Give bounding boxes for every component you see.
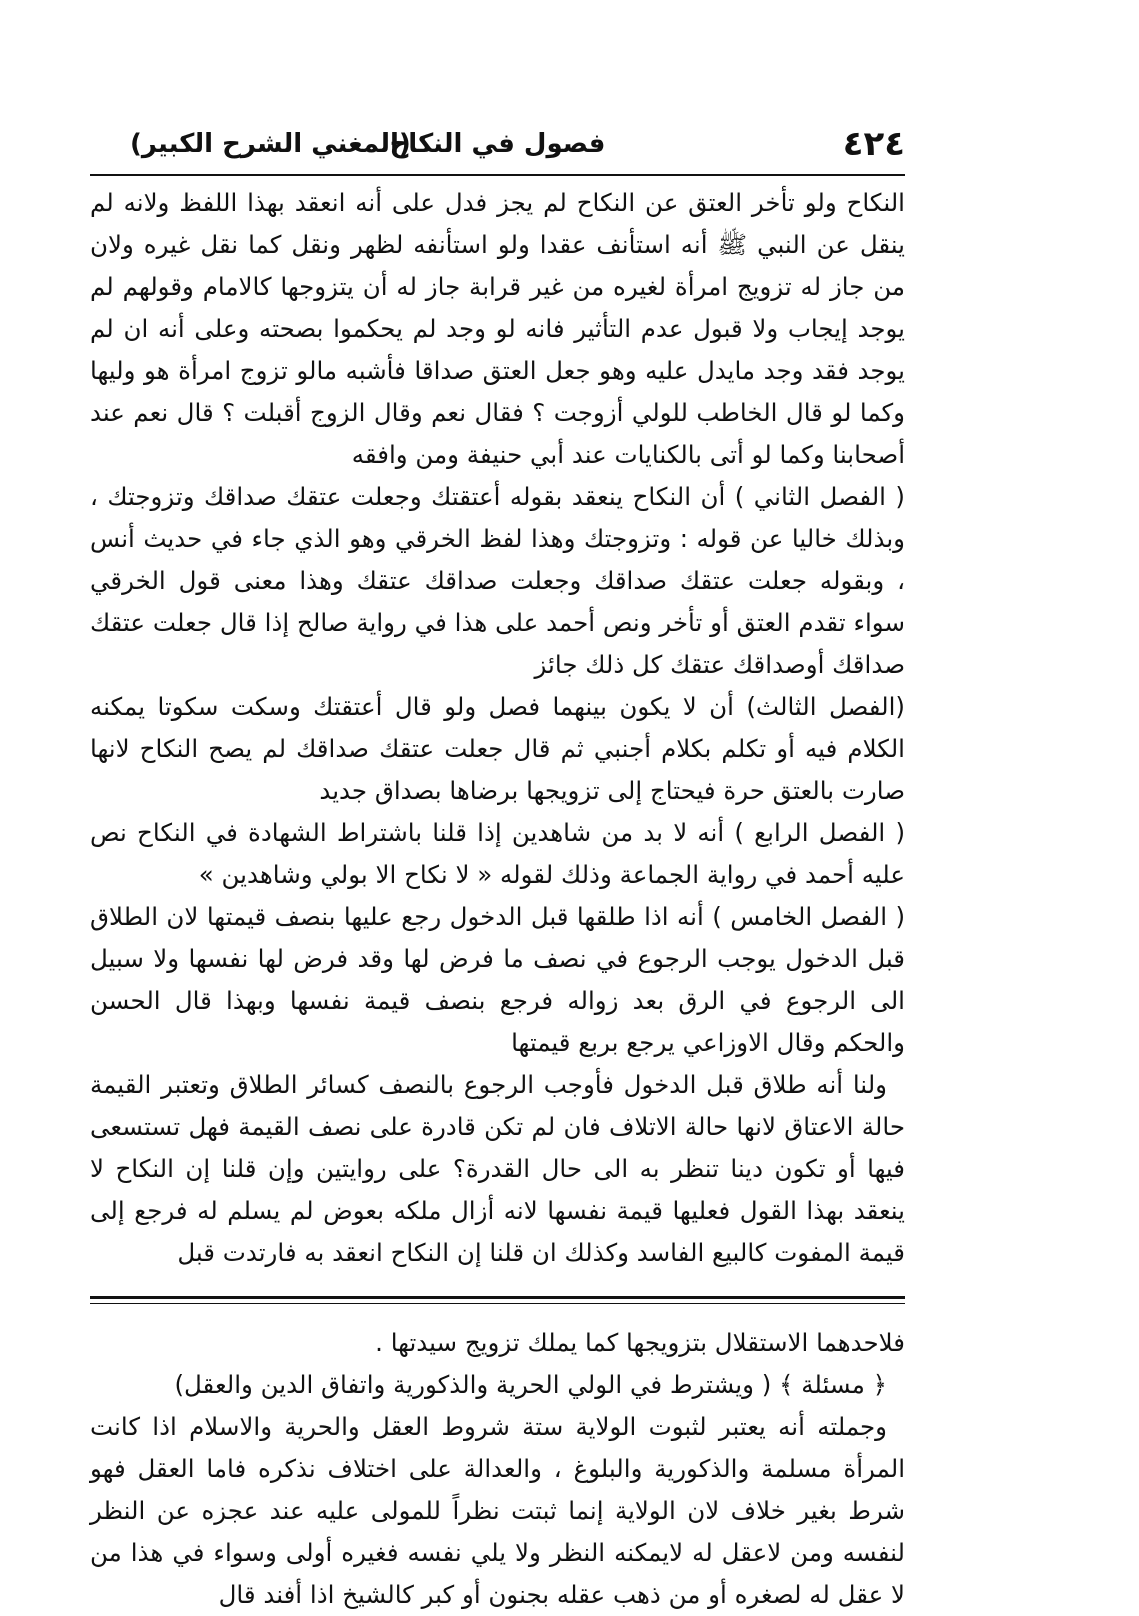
main-paragraph: ولنا أنه طلاق قبل الدخول فأوجب الرجوع بالنصف كسائر الطلاق وتعتبر القيمة حالة الاعتاق لانها حالة الاتلاف فان لم تكن قادرة على نصف القيمة فهل تستسعى فيها أو تكون دينا تنظر به الى حال القدرة؟ على روايتين وإن قلنا إن النكاح لا ينعقد بهذا القول فعليها قيمة نفسها لانه أزال ملكه بعوض لم يسلم له فرجع إلى قيمة المفوت كالبيع الفاسد وكذلك ان قلنا إن النكاح انعقد به فارتدت قبل	[90, 1070, 905, 1267]
page-number: ٤٢٤	[842, 124, 905, 164]
commentary-text	[90, 1322, 905, 1616]
running-title: فصول في النكاح	[389, 129, 606, 159]
section-divider	[90, 1296, 905, 1304]
document-page	[90, 118, 905, 1616]
main-paragraph: (الفصل الثالث) أن لا يكون بينهما فصل ولو قال أعتقتك وسكت سكوتا يمكنه الكلام فيه أو تكلم بكلام أجنبي ثم قال جعلت عتقك صداقك لم يصح النكاح لانها صارت بالعتق حرة فيحتاج إلى تزويجها برضاها بصداق جديد	[90, 692, 905, 805]
masala-heading: ﴿ مسئلة ﴾ ( ويشترط في الولي الحرية والذكورية واتفاق الدين والعقل)	[174, 1370, 887, 1399]
main-paragraph: ( الفصل الثاني ) أن النكاح ينعقد بقوله أعتقتك وجعلت عتقك صداقك وتزوجتك ، وبذلك خاليا عن قوله : وتزوجتك وهذا لفظ الخرقي وهو الذي جاء في حديث أنس ، وبقوله جعلت عتقك صداقك وجعلت صداقك عتقك وهذا معنى قول الخرقي سواء تقدم العتق أو تأخر ونص أحمد على هذا في رواية صالح إذا قال جعلت عتقك صداقك أوصداقك عتقك كل ذلك جائز	[90, 482, 905, 679]
main-paragraph: ( الفصل الرابع ) أنه لا بد من شاهدين إذا قلنا باشتراط الشهادة في النكاح نص عليه أحمد في رواية الجماعة وذلك لقوله « لا نكاح الا بولي وشاهدين »	[90, 818, 905, 889]
commentary-paragraph: وجملته أنه يعتبر لثبوت الولاية ستة شروط العقل والحرية والاسلام اذا كانت المرأة مسلمة والذكورية والبلوغ ، والعدالة على اختلاف نذكره فاما العقل فهو شرط بغير خلاف لان الولاية إنما ثبتت نظراً للمولى عليه عند عجزه عن النظر لنفسه ومن لاعقل له لايمكنه النظر ولا يلي نفسه فغيره أولى وسواء في هذا من لا عقل له لصغره أو من ذهب عقله بجنون أو كبر كالشيخ اذا أفند قال	[90, 1412, 905, 1609]
main-paragraph: النكاح ولو تأخر العتق عن النكاح لم يجز فدل على أنه انعقد بهذا اللفظ ولانه لم ينقل عن النبي ﷺ أنه استأنف عقدا ولو استأنفه لظهر ونقل كما نقل غيره ولان من جاز له تزويج امرأة لغيره من غير قرابة جاز له أن يتزوجها كالامام وقولهم لم يوجد إيجاب ولا قبول عدم التأثير فانه لو وجد لم يحكموا بصحته وعلى أنه ان لم يوجد فقد وجد مايدل عليه وهو جعل العتق صداقا فأشبه مالو تزوج امرأة هو وليها وكما لو قال الخاطب للولي أزوجت ؟ فقال نعم وقال الزوج أقبلت ؟ قال نعم عند أصحابنا وكما لو أتى بالكنايات عند أبي حنيفة ومن وافقه	[90, 188, 905, 469]
main-text	[90, 182, 905, 1274]
book-title: (المغني الشرح الكبير)	[130, 129, 411, 159]
main-paragraph: ( الفصل الخامس ) أنه اذا طلقها قبل الدخول رجع عليها بنصف قيمتها لان الطلاق قبل الدخول يوجب الرجوع في نصف ما فرض لها وقد فرض لها نفسها ولا سبيل الى الرجوع في الرق بعد زواله فرجع بنصف قيمة نفسها وبهذا قال الحسن والحكم وقال الاوزاعي يرجع بربع قيمتها	[90, 902, 905, 1057]
header-rule	[90, 174, 905, 176]
page-header	[90, 118, 905, 174]
commentary-paragraph: فلاحدهما الاستقلال بتزويجها كما يملك تزويج سيدتها .	[375, 1328, 905, 1357]
